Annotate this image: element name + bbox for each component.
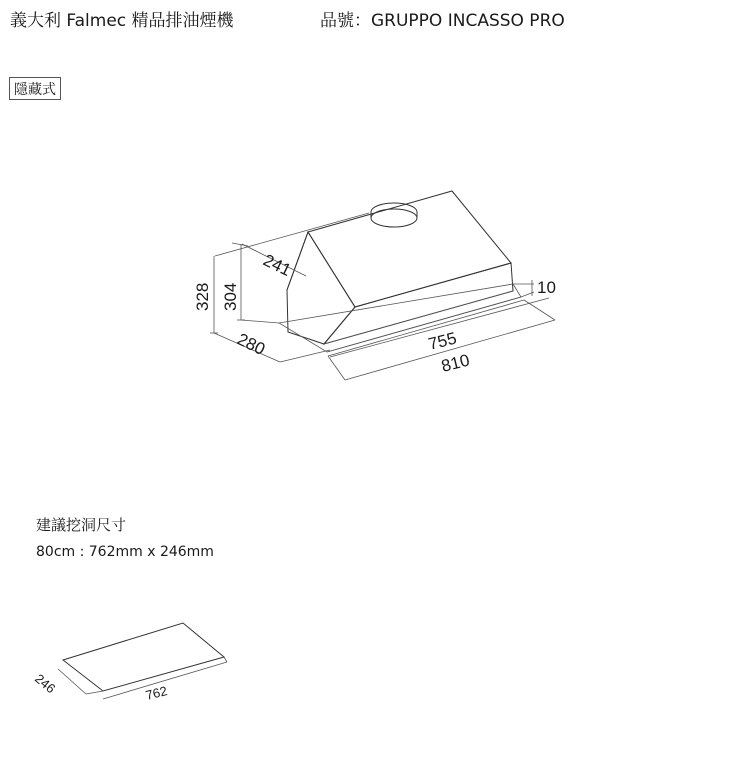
page-title: 義大利 Falmec 精品排油煙機 <box>10 11 234 31</box>
cutout-depth-label: 246 <box>32 670 59 697</box>
dim-width-total: 810 <box>439 350 472 376</box>
hood-outline <box>279 191 524 356</box>
dim-depth: 280 <box>234 329 269 360</box>
type-badge: 隱藏式 <box>9 77 61 100</box>
dim-lip: 10 <box>537 278 556 297</box>
dim-width-body: 755 <box>426 328 459 354</box>
cutout-title: 建議挖洞尺寸 <box>36 516 127 534</box>
dimension-labels <box>193 251 556 376</box>
model-number: 品號：GRUPPO INCASSO PRO <box>320 11 565 31</box>
dim-top-depth: 241 <box>260 250 295 281</box>
dim-height-total: 328 <box>193 282 212 311</box>
cutout-width-label: 762 <box>144 683 169 703</box>
cutout-outline <box>58 623 227 699</box>
dimension-lines <box>210 213 555 380</box>
dim-height-body: 304 <box>221 282 240 311</box>
cutout-size: 80cm : 762mm x 246mm <box>36 544 214 560</box>
